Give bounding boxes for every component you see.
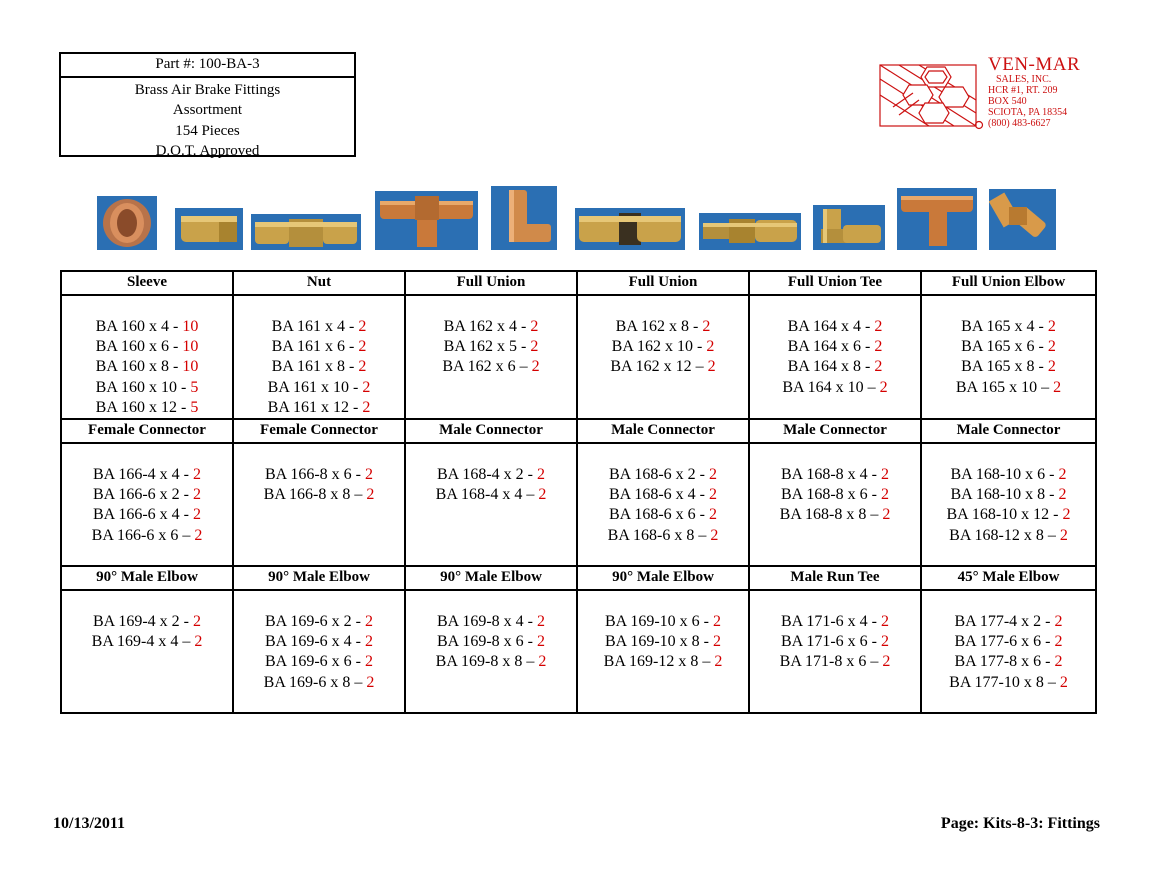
part-quantity: 2 — [1053, 378, 1062, 396]
part-line — [750, 632, 920, 652]
part-quantity: 2 — [1047, 318, 1056, 335]
table-cell — [405, 295, 577, 419]
column-header: 90° Male Elbow — [577, 566, 749, 590]
part-line — [578, 652, 748, 672]
part-code: BA 168-8 x 8 – — [779, 506, 883, 524]
part-quantity: 2 — [538, 653, 547, 671]
part-quantity: 2 — [707, 358, 716, 376]
part-code: BA 169-8 x 8 – — [435, 653, 539, 671]
part-line — [922, 337, 1095, 357]
part-quantity: 2 — [1062, 506, 1071, 524]
part-quantity: 5 — [190, 398, 199, 416]
part-line — [922, 652, 1095, 672]
part-quantity: 2 — [365, 613, 373, 631]
part-line — [62, 632, 232, 652]
part-code: BA 162 x 12 – — [610, 358, 708, 376]
part-quantity: 2 — [1047, 358, 1056, 376]
part-quantity: 2 — [874, 318, 883, 335]
part-line — [750, 612, 920, 632]
part-line — [578, 485, 748, 505]
part-quantity: 2 — [1058, 466, 1067, 484]
part-line — [234, 317, 404, 337]
part-code: BA 166-6 x 4 - — [93, 506, 193, 524]
part-line — [922, 632, 1095, 652]
45-elbow-icon — [989, 189, 1056, 250]
part-line — [234, 632, 404, 652]
column-header: 90° Male Elbow — [405, 566, 577, 590]
part-line — [922, 378, 1095, 398]
part-code: BA 165 x 8 - — [961, 358, 1048, 376]
footer-page: Page: Kits-8-3: Fittings — [940, 815, 1100, 832]
male-elbow-photo — [813, 205, 885, 250]
part-code: BA 161 x 4 - — [271, 318, 359, 335]
part-code: BA 165 x 4 - — [961, 318, 1048, 335]
part-quantity: 2 — [874, 338, 883, 356]
logo-line: HCR #1, RT. 209 — [988, 85, 1058, 96]
table-cell — [405, 443, 577, 566]
male-run-tee-icon — [897, 188, 977, 250]
part-code: BA 164 x 10 – — [782, 378, 880, 396]
part-number: Part #: 100-BA-3 — [61, 54, 354, 78]
part-line — [406, 632, 576, 652]
part-line — [922, 317, 1095, 337]
logo-brand: VEN-MAR — [988, 54, 1081, 75]
union-tee-photo — [375, 191, 478, 250]
footer-date: 10/13/2011 — [53, 815, 126, 832]
part-code: BA 168-6 x 8 – — [607, 526, 711, 544]
part-line — [922, 465, 1095, 485]
part-code: BA 169-6 x 4 - — [265, 633, 365, 651]
part-line — [578, 632, 748, 652]
part-line — [578, 357, 748, 377]
part-quantity: 2 — [1058, 486, 1067, 504]
part-line — [922, 485, 1095, 505]
part-code: BA 177-6 x 6 - — [954, 633, 1055, 651]
part-line — [578, 337, 748, 357]
part-line — [750, 652, 920, 672]
part-code: BA 169-6 x 6 - — [265, 653, 365, 671]
part-quantity: 2 — [1054, 653, 1063, 671]
part-code: BA 164 x 4 - — [787, 318, 875, 335]
part-quantity: 2 — [706, 338, 715, 356]
part-quantity: 2 — [713, 613, 721, 631]
column-header: 90° Male Elbow — [61, 566, 233, 590]
part-code: BA 161 x 10 - — [267, 378, 363, 396]
part-line — [406, 612, 576, 632]
part-line — [62, 485, 232, 505]
part-code: BA 168-4 x 2 - — [437, 466, 537, 484]
part-quantity: 2 — [874, 358, 883, 376]
part-code: BA 162 x 8 - — [615, 318, 703, 335]
table-row — [61, 443, 1096, 566]
column-header: Full Union Tee — [749, 271, 921, 295]
part-quantity: 2 — [358, 338, 367, 356]
part-quantity: 2 — [366, 486, 375, 504]
part-quantity: 10 — [182, 318, 199, 335]
table-cell — [61, 295, 233, 419]
part-quantity: 2 — [879, 378, 888, 396]
part-code: BA 168-6 x 2 - — [609, 466, 709, 484]
part-line — [922, 612, 1095, 632]
part-line — [406, 652, 576, 672]
male-connector-icon — [699, 213, 801, 250]
part-line — [750, 485, 920, 505]
part-quantity: 2 — [882, 506, 891, 524]
union-photo — [251, 214, 361, 250]
part-quantity: 2 — [193, 486, 201, 504]
table-cell — [577, 443, 749, 566]
part-code: BA 160 x 12 - — [95, 398, 191, 416]
part-line — [922, 505, 1095, 525]
description-line: Assortment — [172, 102, 243, 119]
part-quantity: 2 — [1054, 613, 1063, 631]
table-cell — [577, 590, 749, 713]
part-line — [750, 357, 920, 377]
table-cell — [921, 295, 1096, 419]
part-code: BA 168-10 x 12 - — [946, 506, 1063, 524]
logo-line: SCIOTA, PA 18354 — [988, 107, 1068, 118]
part-quantity: 2 — [362, 398, 371, 416]
part-code: BA 169-10 x 8 - — [605, 633, 713, 651]
column-header: Full Union Elbow — [921, 271, 1096, 295]
union-icon — [251, 214, 361, 250]
part-quantity: 5 — [190, 378, 199, 396]
part-line — [406, 485, 576, 505]
part-code: BA 166-8 x 8 – — [263, 486, 367, 504]
description-line: D.O.T. Approved — [155, 142, 260, 159]
part-code: BA 169-6 x 2 - — [265, 613, 365, 631]
part-quantity: 2 — [194, 633, 203, 651]
part-line — [62, 337, 232, 357]
part-line — [62, 317, 232, 337]
table-cell — [405, 590, 577, 713]
part-line — [234, 337, 404, 357]
part-line — [62, 612, 232, 632]
part-code: BA 171-6 x 4 - — [781, 613, 881, 631]
column-header: Male Connector — [405, 419, 577, 443]
part-code: BA 162 x 5 - — [443, 338, 531, 356]
part-code: BA 165 x 6 - — [961, 338, 1048, 356]
part-quantity: 2 — [710, 526, 719, 544]
table-cell — [749, 443, 921, 566]
male-run-tee-photo — [897, 188, 977, 250]
part-code: BA 164 x 6 - — [787, 338, 875, 356]
part-quantity: 2 — [881, 633, 889, 651]
part-code: BA 168-8 x 4 - — [781, 466, 881, 484]
part-code: BA 162 x 6 – — [442, 358, 532, 376]
part-code: BA 168-6 x 6 - — [609, 506, 709, 524]
part-line — [234, 357, 404, 377]
logo-line: SALES, INC. — [996, 74, 1052, 85]
part-code: BA 169-6 x 8 – — [263, 673, 367, 691]
sleeve-icon — [97, 196, 157, 250]
part-quantity: 2 — [530, 318, 539, 335]
table-cell — [233, 443, 405, 566]
part-quantity: 2 — [193, 613, 201, 631]
part-code: BA 162 x 10 - — [611, 338, 707, 356]
column-header: Male Run Tee — [749, 566, 921, 590]
part-line — [406, 465, 576, 485]
part-code: BA 169-10 x 6 - — [605, 613, 713, 631]
part-line — [62, 465, 232, 485]
part-line — [62, 357, 232, 377]
union-tee-icon — [375, 191, 478, 250]
logo-line: BOX 540 — [988, 96, 1027, 107]
column-header: 90° Male Elbow — [233, 566, 405, 590]
description-line: Brass Air Brake Fittings — [134, 82, 281, 98]
large-union-photo — [575, 208, 685, 250]
part-quantity: 2 — [882, 653, 891, 671]
part-code: BA 171-6 x 6 - — [781, 633, 881, 651]
part-code: BA 169-4 x 4 – — [91, 633, 195, 651]
part-code: BA 168-6 x 4 - — [609, 486, 709, 504]
part-line — [750, 378, 920, 398]
table-header-row — [61, 566, 1096, 590]
table-cell — [749, 295, 921, 419]
part-line — [750, 465, 920, 485]
table-cell — [61, 443, 233, 566]
logo-line: (800) 483-6627 — [988, 118, 1051, 129]
45-elbow-photo — [989, 189, 1056, 250]
male-elbow-icon — [813, 205, 885, 250]
part-quantity: 2 — [714, 653, 723, 671]
fittings-table — [60, 270, 1097, 714]
table-cell — [921, 443, 1096, 566]
part-quantity: 2 — [709, 506, 717, 524]
part-code: BA 160 x 4 - — [95, 318, 183, 335]
part-code: BA 166-6 x 6 – — [91, 526, 195, 544]
part-line — [62, 398, 232, 418]
nut-photo — [175, 208, 243, 250]
table-cell — [577, 295, 749, 419]
part-line — [750, 505, 920, 525]
part-line — [922, 673, 1095, 693]
part-quantity: 2 — [358, 318, 367, 335]
part-line — [234, 398, 404, 418]
column-header: 45° Male Elbow — [921, 566, 1096, 590]
table-header-row — [61, 419, 1096, 443]
part-quantity: 2 — [713, 633, 721, 651]
part-code: BA 160 x 8 - — [95, 358, 183, 376]
part-line — [234, 673, 404, 693]
part-code: BA 160 x 6 - — [95, 338, 183, 356]
part-quantity: 2 — [1059, 526, 1068, 544]
part-line — [234, 485, 404, 505]
part-code: BA 177-4 x 2 - — [954, 613, 1055, 631]
part-quantity: 2 — [531, 358, 540, 376]
part-line — [234, 652, 404, 672]
part-line — [750, 317, 920, 337]
part-quantity: 2 — [537, 633, 545, 651]
part-quantity: 2 — [1047, 338, 1056, 356]
part-quantity: 2 — [702, 318, 711, 335]
part-line — [578, 505, 748, 525]
part-line — [62, 526, 232, 546]
part-line — [62, 505, 232, 525]
large-union-icon — [575, 208, 685, 250]
column-header: Male Connector — [921, 419, 1096, 443]
union-elbow-photo — [491, 186, 557, 250]
part-quantity: 2 — [193, 506, 201, 524]
part-quantity: 2 — [1054, 633, 1063, 651]
table-header-row — [61, 271, 1096, 295]
part-quantity: 2 — [362, 378, 371, 396]
description-line: 154 Pieces — [175, 122, 240, 139]
product-photos — [0, 0, 1155, 260]
union-elbow-icon — [491, 186, 557, 250]
part-code: BA 164 x 8 - — [787, 358, 875, 376]
nut-icon — [175, 208, 243, 250]
table-cell — [233, 295, 405, 419]
part-quantity: 2 — [881, 486, 889, 504]
part-code: BA 169-12 x 8 – — [603, 653, 715, 671]
part-line — [578, 465, 748, 485]
part-line — [922, 526, 1095, 546]
part-quantity: 2 — [709, 466, 717, 484]
part-code: BA 166-4 x 4 - — [93, 466, 193, 484]
part-code: BA 168-10 x 8 - — [950, 486, 1059, 504]
table-row — [61, 590, 1096, 713]
male-connector-photo — [699, 213, 801, 250]
part-quantity: 2 — [193, 466, 201, 484]
part-code: BA 161 x 12 - — [267, 398, 363, 416]
part-code: BA 161 x 6 - — [271, 338, 359, 356]
part-line — [750, 337, 920, 357]
part-quantity: 2 — [194, 526, 203, 544]
column-header: Male Connector — [577, 419, 749, 443]
part-quantity: 2 — [365, 653, 373, 671]
part-code: BA 171-8 x 6 – — [779, 653, 883, 671]
part-line — [406, 337, 576, 357]
part-code: BA 168-10 x 6 - — [950, 466, 1059, 484]
column-header: Nut — [233, 271, 405, 295]
part-code: BA 177-8 x 6 - — [954, 653, 1055, 671]
part-line — [578, 317, 748, 337]
part-quantity: 2 — [709, 486, 717, 504]
part-code: BA 168-12 x 8 – — [949, 526, 1060, 544]
part-code: BA 168-4 x 4 – — [435, 486, 539, 504]
part-quantity: 2 — [1059, 673, 1068, 691]
part-quantity: 2 — [538, 486, 547, 504]
part-quantity: 10 — [182, 358, 199, 376]
part-quantity: 2 — [537, 466, 545, 484]
part-quantity: 2 — [365, 633, 373, 651]
part-quantity: 2 — [881, 466, 889, 484]
table-cell — [233, 590, 405, 713]
part-quantity: 2 — [365, 466, 373, 484]
part-code: BA 169-8 x 6 - — [437, 633, 537, 651]
part-code: BA 168-8 x 6 - — [781, 486, 881, 504]
part-code: BA 177-10 x 8 – — [949, 673, 1060, 691]
column-header: Female Connector — [61, 419, 233, 443]
part-quantity: 10 — [182, 338, 199, 356]
table-cell — [921, 590, 1096, 713]
part-code: BA 169-4 x 2 - — [93, 613, 193, 631]
part-code: BA 162 x 4 - — [443, 318, 531, 335]
part-code: BA 166-6 x 2 - — [93, 486, 193, 504]
part-line — [922, 357, 1095, 377]
column-header: Full Union — [405, 271, 577, 295]
column-header: Full Union — [577, 271, 749, 295]
column-header: Sleeve — [61, 271, 233, 295]
table-cell — [61, 590, 233, 713]
part-line — [234, 612, 404, 632]
column-header: Female Connector — [233, 419, 405, 443]
part-code: BA 169-8 x 4 - — [437, 613, 537, 631]
part-quantity: 2 — [366, 673, 375, 691]
part-line — [578, 612, 748, 632]
part-line — [234, 378, 404, 398]
part-code: BA 160 x 10 - — [95, 378, 191, 396]
part-line — [578, 526, 748, 546]
table-row — [61, 295, 1096, 419]
part-quantity: 2 — [358, 358, 367, 376]
part-code: BA 165 x 10 – — [955, 378, 1054, 396]
table-cell — [749, 590, 921, 713]
sleeve-photo — [97, 196, 157, 250]
part-line — [406, 357, 576, 377]
part-quantity: 2 — [530, 338, 539, 356]
part-line — [62, 378, 232, 398]
part-quantity: 2 — [537, 613, 545, 631]
column-header: Male Connector — [749, 419, 921, 443]
part-code: BA 166-8 x 6 - — [265, 466, 365, 484]
part-line — [406, 317, 576, 337]
part-code: BA 161 x 8 - — [271, 358, 359, 376]
part-quantity: 2 — [881, 613, 889, 631]
part-line — [234, 465, 404, 485]
